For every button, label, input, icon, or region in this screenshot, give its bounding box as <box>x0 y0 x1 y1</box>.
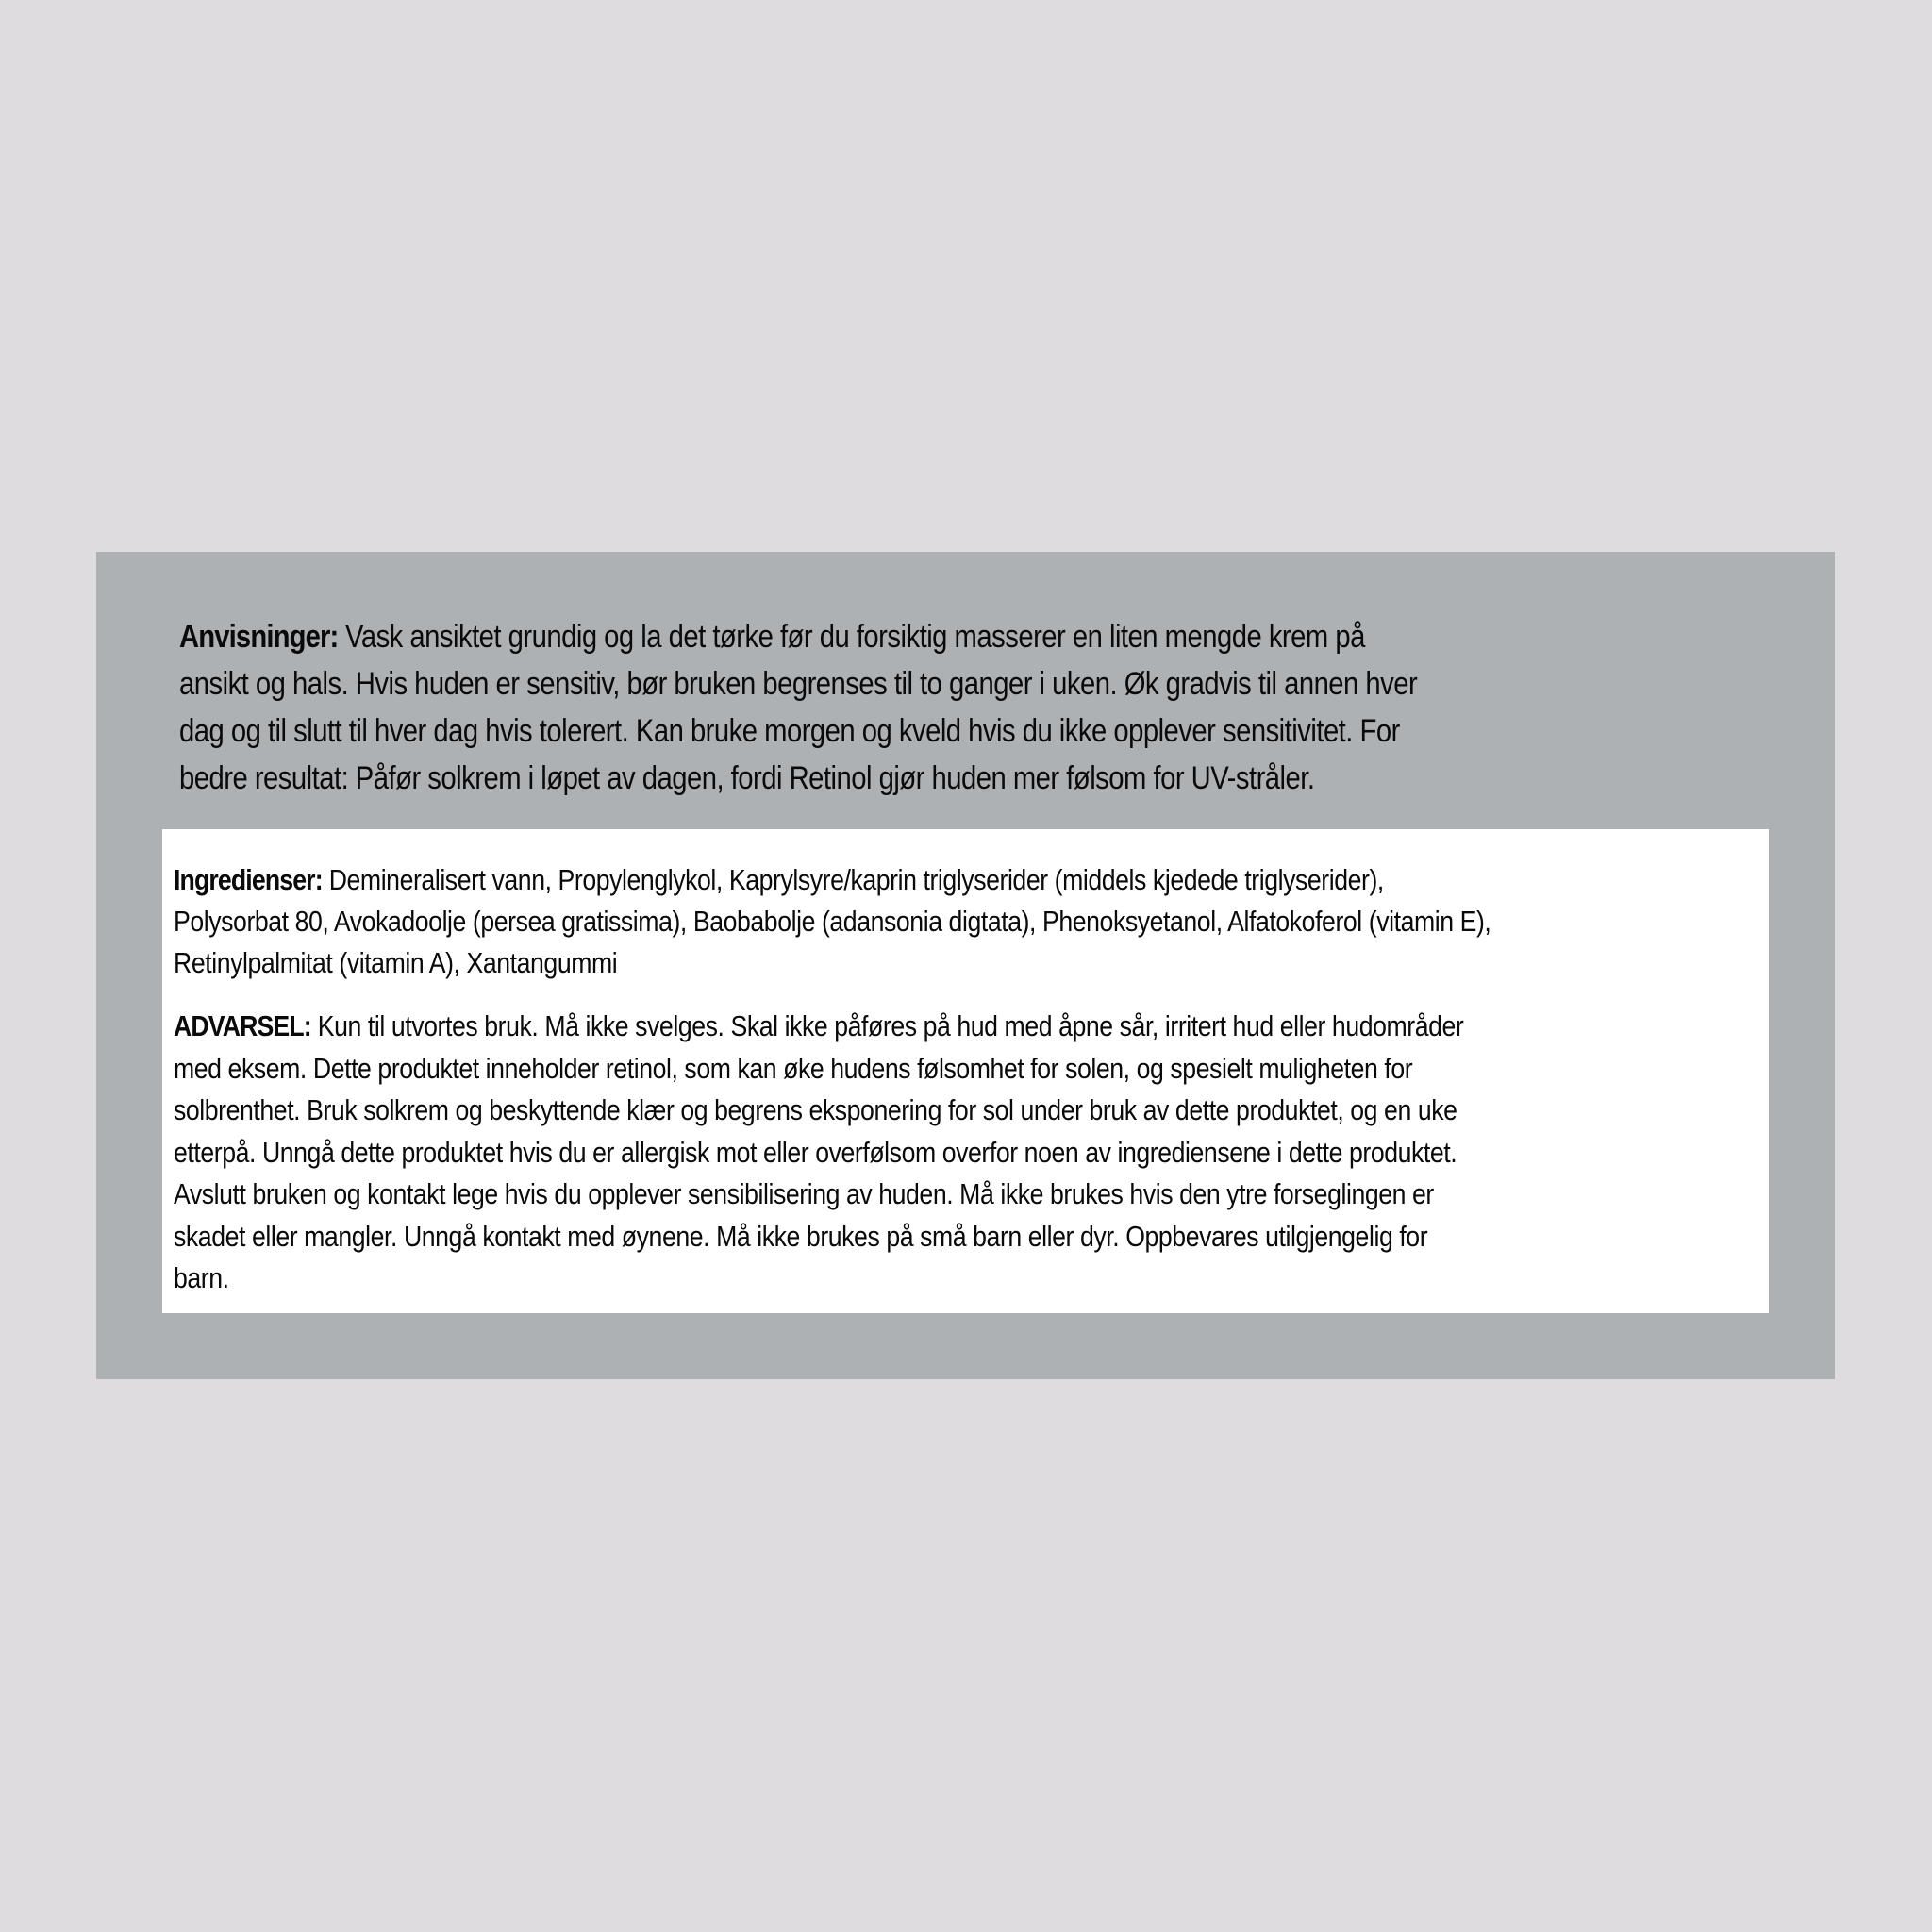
ingredients-line-2: Polysorbat 80, Avokadoolje (persea gratissima), Baobabolje (adansonia digtata), Phenoksyetanol, Alfatokoferol (vitamin E), <box>174 905 1491 938</box>
ingredients-line-3: Retinylpalmitat (vitamin A), Xantangummi <box>174 946 618 979</box>
directions-heading: Anvisninger: <box>179 619 339 655</box>
directions-line-2: ansikt og hals. Hvis huden er sensitiv, bør bruken begrenses til to ganger i uken. Øk gradvis til annen hver <box>179 666 1418 702</box>
directions-line-1: Anvisninger: Vask ansiktet grundig og la det tørke før du forsiktig masserer en liten mengde krem på <box>179 619 1365 655</box>
warning-heading: ADVARSEL: <box>174 1009 311 1042</box>
warning-line-3: solbrenthet. Bruk solkrem og beskyttende klær og begrens eksponering for sol under bruk av dette produktet, og en uke <box>174 1093 1457 1126</box>
warning-line-6: skadet eller mangler. Unngå kontakt med øynene. Må ikke brukes på små barn eller dyr. Oppbevares utilgjengelig for <box>174 1219 1428 1253</box>
warning-line-2: med eksem. Dette produktet inneholder retinol, som kan øke hudens følsomhet for solen, og spesielt muligheten for <box>174 1051 1413 1085</box>
warning-section <box>174 1006 1764 1300</box>
directions-line-3: dag og til slutt til hver dag hvis tolerert. Kan bruke morgen og kveld hvis du ikke opplever sensitivitet. For <box>179 713 1400 749</box>
directions-section <box>179 613 1770 802</box>
directions-line-4: bedre resultat: Påfør solkrem i løpet av dagen, fordi Retinol gjør huden mer følsom for UV-stråler. <box>179 760 1315 796</box>
warning-line-4: etterpå. Unngå dette produktet hvis du er allergisk mot eller overfølsom overfor noen av ingrediensene i dette produktet. <box>174 1135 1457 1169</box>
ingredients-line-1: Ingredienser: Demineralisert vann, Propylenglykol, Kaprylsyre/kaprin triglyserider (middels kjedede triglyserider), <box>174 863 1384 896</box>
warning-line-1: ADVARSEL: Kun til utvortes bruk. Må ikke svelges. Skal ikke påføres på hud med åpne sår, irritert hud eller hudområder <box>174 1009 1464 1042</box>
warning-line-7: barn. <box>174 1261 229 1294</box>
ingredients-section <box>174 859 1764 984</box>
ingredients-heading: Ingredienser: <box>174 863 323 896</box>
warning-line-5: Avslutt bruken og kontakt lege hvis du opplever sensibilisering av huden. Må ikke brukes hvis den ytre forseglingen er <box>174 1177 1434 1210</box>
